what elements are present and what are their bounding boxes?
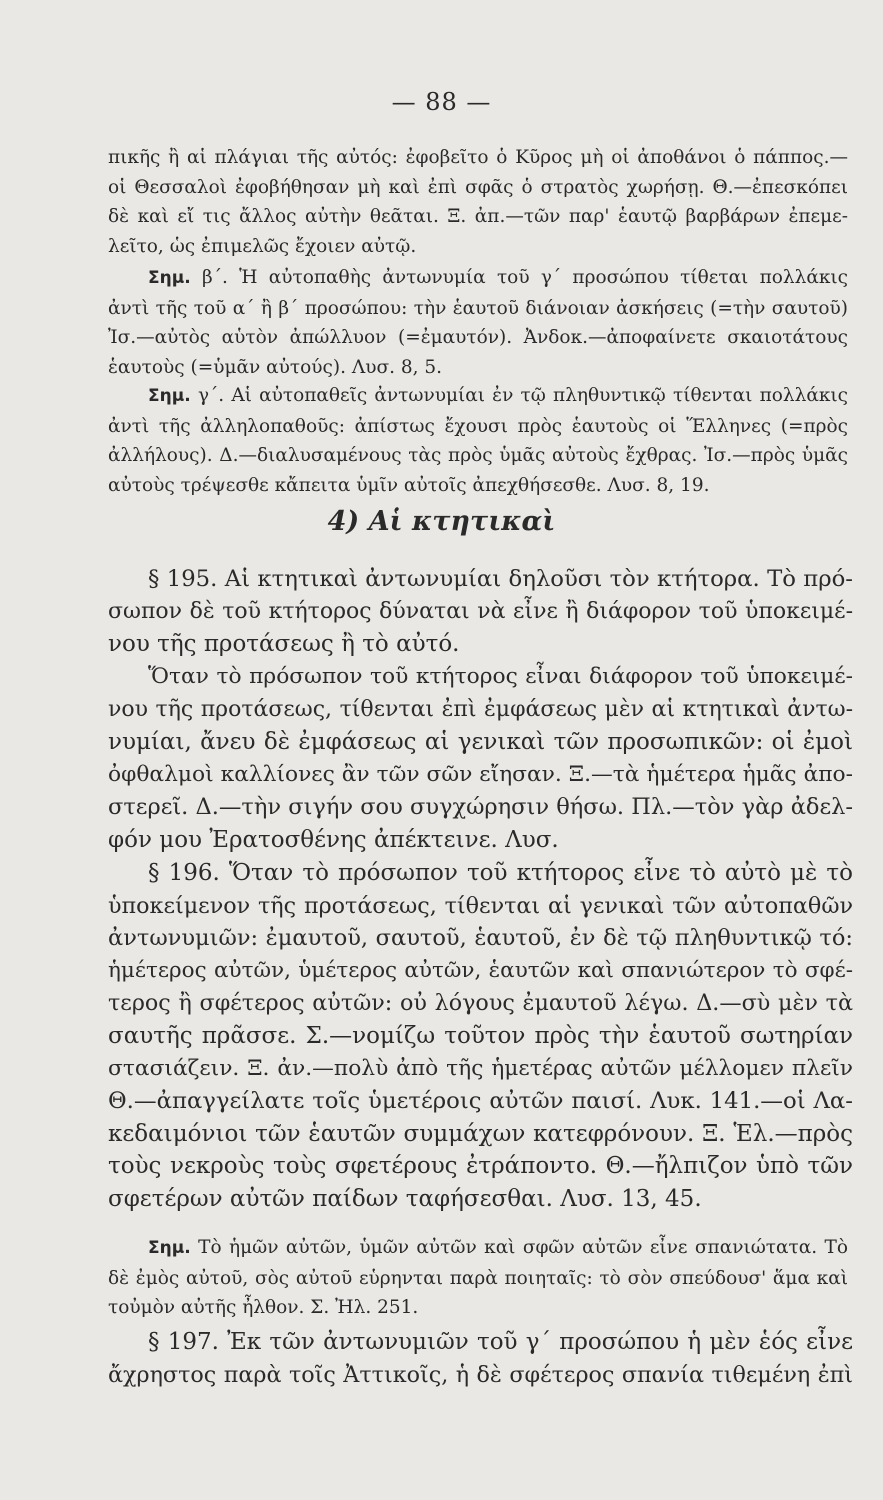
- paragraph-197: [108, 1326, 853, 1391]
- text-line: ἑαυτοὺς (=ὑμᾶν αὐτούς). Λυσ. 8, 5.: [108, 356, 443, 378]
- text-line: στερεῖ. Δ.—τὴν σιγήν σου συγχώρησιν θήσω. Πλ.—τὸν γὰρ ἀδελ-: [108, 794, 853, 821]
- text-line: Θ.—ἀπαγγείλατε τοῖς ὑμετέροις αὐτῶν παισί. Λυκ. 141.—οἱ Λα-: [108, 1088, 853, 1115]
- text-line: ἀντὶ τῆς ἀλληλοπαθοῦς: ἀπίστως ἔχουσι πρὸς ἑαυτοὺς οἱ Ἕλληνες (=πρὸς: [108, 415, 848, 437]
- note-beta: [108, 263, 848, 382]
- section-heading: 4) Αἱ κτητικαὶ: [327, 506, 556, 537]
- text-line: § 195. Αἱ κτητικαὶ ἀντωνυμίαι δηλοῦσι τὸν κτήτορα. Τὸ πρό-: [148, 566, 853, 592]
- text-line: § 197. Ἐκ τῶν ἀντωνυμιῶν τοῦ γ΄ προσώπου ἡ μὲν ἑός εἶνε: [148, 1329, 853, 1355]
- note-first-line: [108, 263, 848, 294]
- text-line: ὑποκείμενον τῆς προτάσεως, τίθενται αἱ γενικαὶ τῶν αὐτοπαθῶν: [108, 892, 853, 919]
- text-line: Τὸ ἡμῶν αὐτῶν, ὑμῶν αὐτῶν καὶ σφῶν αὐτῶν εἶνε σπανιώτατα. Τὸ: [198, 1237, 848, 1258]
- paragraph-195-continued: [108, 661, 853, 857]
- text-line: Ὅταν τὸ πρόσωπον τοῦ κτήτορος εἶναι διάφορον τοῦ ὑποκειμέ-: [148, 664, 853, 689]
- text-line: ὀφθαλμοὶ καλλίονες ἂν τῶν σῶν εἴησαν. Ξ.—τὰ ἡμέτερα ἡμᾶς ἀπο-: [108, 761, 853, 787]
- text-line: Ἰσ.—αὐτὸς αὑτὸν ἀπώλλυον (=ἐμαυτόν). Ἀνδοκ.—ἀποφαίνετε σκαιοτάτους: [108, 327, 848, 348]
- text-line: ἀντὶ τῆς τοῦ α΄ ἢ β΄ προσώπου: τὴν ἑαυτοῦ διάνοιαν ἀσκήσεις (=τὴν σαυτοῦ): [108, 297, 848, 319]
- text-line: στασιάζειν. Ξ. ἀν.—πολὺ ἀπὸ τῆς ἡμετέρας αὐτῶν μέλλομεν πλεῖν: [108, 1055, 853, 1081]
- note-label: Σημ.: [148, 386, 191, 406]
- paragraph-196: [108, 857, 853, 1216]
- page-number: — 88 —: [391, 88, 492, 116]
- text-line: δὲ καὶ εἴ τις ἄλλος αὐτὴν θεᾶται. Ξ. ἀπ.—τῶν παρ' ἑαυτῷ βαρβάρων ἐπεμε-: [108, 206, 848, 227]
- text-line: ἡμέτερος αὐτῶν, ὑμέτερος αὐτῶν, ἑαυτῶν καὶ σπανιώτερον τὸ σφέ-: [108, 957, 853, 983]
- note-label: Σημ.: [148, 1238, 191, 1258]
- text-line: ἀντωνυμιῶν: ἐμαυτοῦ, σαυτοῦ, ἑαυτοῦ, ἐν δὲ τῷ πληθυντικῷ τό:: [108, 925, 853, 952]
- text-line: τοὺς νεκροὺς τοὺς σφετέρους ἐτράποντο. Θ.—ἤλπιζον ὑπὸ τῶν: [108, 1153, 853, 1180]
- text-line: β΄. Ἡ αὐτοπαθὴς ἀντωνυμία τοῦ γ΄ προσώπου τίθεται πολλάκις: [202, 267, 848, 288]
- text-line: σαυτῆς πρᾶσσε. Σ.—νομίζω τοῦτον πρὸς τὴν ἑαυτοῦ σωτηρίαν: [108, 1022, 853, 1049]
- text-line: ἄχρηστος παρὰ τοῖς Ἀττικοῖς, ἡ δὲ σφέτερος σπανία τιθεμένη ἐπὶ: [108, 1361, 853, 1388]
- text-line: ἀλλήλους). Δ.—διαλυσαμένους τὰς πρὸς ὑμᾶς αὐτοὺς ἔχθρας. Ἰσ.—πρὸς ὑμᾶς: [108, 445, 848, 466]
- note-gamma: [108, 381, 848, 500]
- text-line: φόν μου Ἐρατοσθένης ἀπέκτεινε. Λυσ.: [108, 826, 559, 853]
- text-line: πικῆς ἢ αἱ πλάγιαι τῆς αὐτός: ἐφοβεῖτο ὁ Κῦρος μὴ οἱ ἀποθάνοι ὁ πάππος.—: [108, 147, 848, 168]
- text-line: § 196. Ὅταν τὸ πρόσωπον τοῦ κτήτορος εἶνε τὸ αὐτὸ μὲ τὸ: [148, 860, 853, 886]
- text-line: νυμίαι, ἄνευ δὲ ἐμφάσεως αἱ γενικαὶ τῶν προσωπικῶν: οἱ ἐμοὶ: [108, 729, 853, 756]
- text-line: τοὐμὸν αὐτῆς ἦλθον. Σ. Ἠλ. 251.: [108, 1297, 419, 1318]
- text-line: σφετέρων αὐτῶν παίδων ταφήσεσθαι. Λυσ. 13, 45.: [108, 1185, 702, 1212]
- note-first-line: [108, 1233, 848, 1264]
- text-line: γ΄. Αἱ αὐτοπαθεῖς ἀντωνυμίαι ἐν τῷ πληθυντικῷ τίθενται πολλάκις: [197, 385, 849, 406]
- continuation-block: [108, 143, 848, 261]
- note-label: Σημ.: [148, 268, 191, 288]
- text-line: λεῖτο, ὡς ἐπιμελῶς ἔχοιεν αὐτῷ.: [108, 235, 417, 257]
- note-first-line: [108, 381, 848, 412]
- text-line: κεδαιμόνιοι τῶν ἑαυτῶν συμμάχων κατεφρόνουν. Ξ. Ἑλ.—πρὸς: [108, 1120, 853, 1147]
- paragraph-195: [108, 563, 853, 661]
- text-line: αὐτοὺς τρέψεσθε κἄπειτα ὑμῖν αὐτοῖς ἀπεχθήσεσθε. Λυσ. 8, 19.: [108, 474, 710, 496]
- text-line: δὲ ἐμὸς αὐτοῦ, σὸς αὐτοῦ εὑρηνται παρὰ ποιηταῖς: τὸ σὸν σπεύδουσ' ἅμα καὶ: [108, 1267, 848, 1289]
- note-196: [108, 1233, 848, 1323]
- text-line: τερος ἢ σφέτερος αὐτῶν: οὐ λόγους ἐμαυτοῦ λέγω. Δ.—σὺ μὲν τὰ: [108, 990, 853, 1017]
- text-line: νου τῆς προτάσεως ἢ τὸ αὐτό.: [108, 631, 460, 658]
- text-line: οἱ Θεσσαλοὶ ἐφοβήθησαν μὴ καὶ ἐπὶ σφᾶς ὁ στρατὸς χωρήσῃ. Θ.—ἐπεσκόπει: [108, 176, 848, 198]
- text-line: σωπον δὲ τοῦ κτήτορος δύναται νὰ εἶνε ἢ διάφορον τοῦ ὑποκειμέ-: [108, 598, 853, 624]
- text-line: νου τῆς προτάσεως, τίθενται ἐπὶ ἐμφάσεως μὲν αἱ κτητικαὶ ἀντω-: [108, 696, 853, 722]
